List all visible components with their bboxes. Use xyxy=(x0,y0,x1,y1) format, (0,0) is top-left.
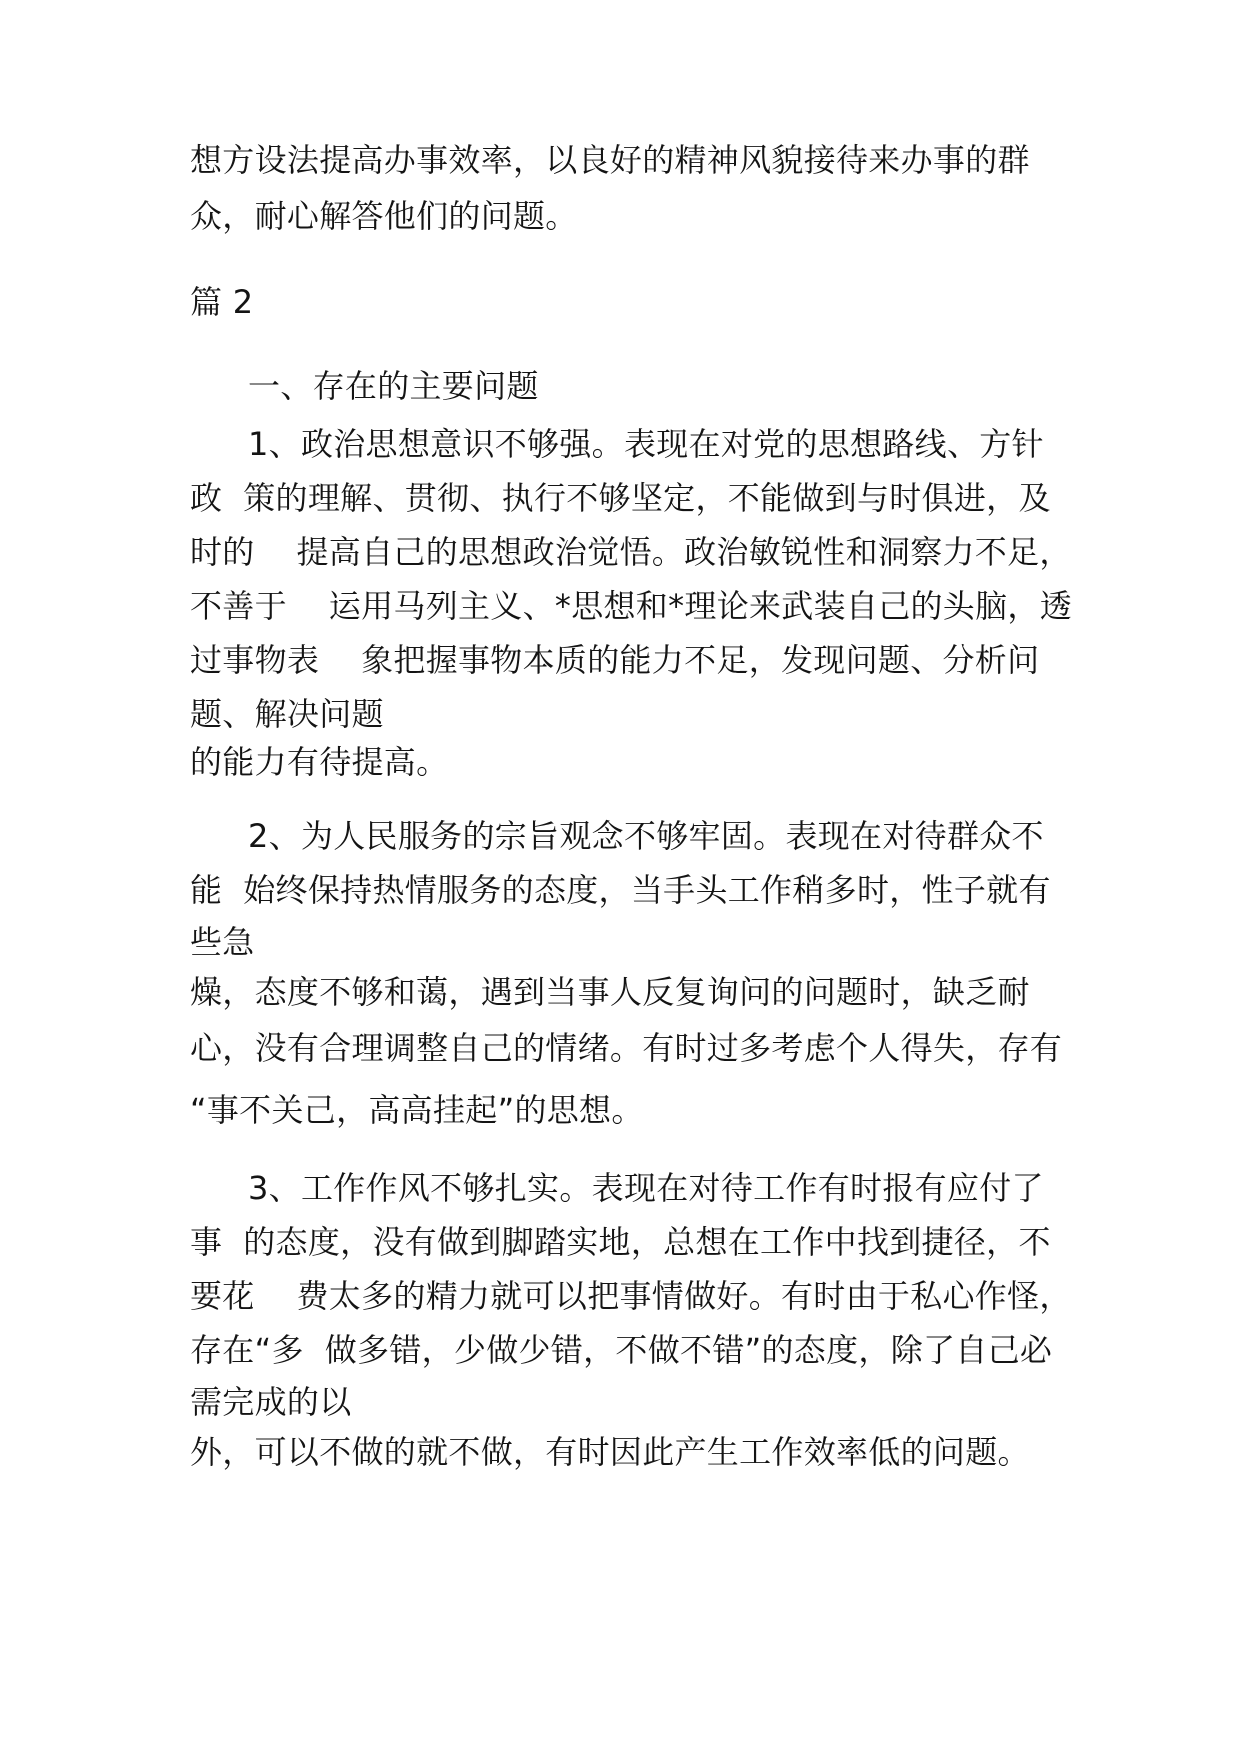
item3-line-6: 外，可以不做的就不做，有时因此产生工作效率低的问题。 xyxy=(190,1433,1030,1471)
section-heading: 一、存在的主要问题 xyxy=(248,367,539,405)
item3-line-1: 3、工作作风不够扎实。表现在对待工作有时报有应付了 xyxy=(248,1169,1044,1207)
item2-line-4: 燥，态度不够和蔼，遇到当事人反复询问的问题时，缺乏耐 xyxy=(190,973,1030,1011)
item3-line-5: 需完成的以 xyxy=(190,1383,352,1421)
item1-line-6: 题、解决问题 xyxy=(190,695,384,733)
item1-line-7: 的能力有待提高。 xyxy=(190,743,449,781)
intro-line-2: 众，耐心解答他们的问题。 xyxy=(190,197,578,235)
item2-line-2: 能 始终保持热情服务的态度，当手头工作稍多时，性子就有 xyxy=(190,871,1051,909)
intro-line-1: 想方设法提高办事效率，以良好的精神风貌接待来办事的群 xyxy=(190,141,1030,179)
item1-line-3: 时的 提高自己的思想政治觉悟。政治敏锐性和洞察力不足， xyxy=(190,533,1072,571)
item2-line-3: 些急 xyxy=(190,923,255,961)
chapter-label: 篇 2 xyxy=(190,283,254,321)
item1-line-1: 1、政治思想意识不够强。表现在对党的思想路线、方针 xyxy=(248,425,1044,463)
item3-line-4: 存在“多 做多错，少做少错，不做不错”的态度，除了自己必 xyxy=(190,1331,1053,1369)
item2-line-1: 2、为人民服务的宗旨观念不够牢固。表现在对待群众不 xyxy=(248,817,1044,855)
item3-line-2: 事 的态度，没有做到脚踏实地，总想在工作中找到捷径，不 xyxy=(190,1223,1051,1261)
item1-line-4: 不善于 运用马列主义、*思想和*理论来武装自己的头脑，透 xyxy=(190,587,1072,625)
item2-line-6: “事不关己，高高挂起”的思想。 xyxy=(190,1091,644,1129)
item1-line-5: 过事物表 象把握事物本质的能力不足，发现问题、分析问 xyxy=(190,641,1040,679)
item2-line-5: 心，没有合理调整自己的情绪。有时过多考虑个人得失，存有 xyxy=(190,1029,1063,1067)
item1-line-2: 政 策的理解、贯彻、执行不够坚定，不能做到与时俱进，及 xyxy=(190,479,1051,517)
item3-line-3: 要花 费太多的精力就可以把事情做好。有时由于私心作怪， xyxy=(190,1277,1072,1315)
